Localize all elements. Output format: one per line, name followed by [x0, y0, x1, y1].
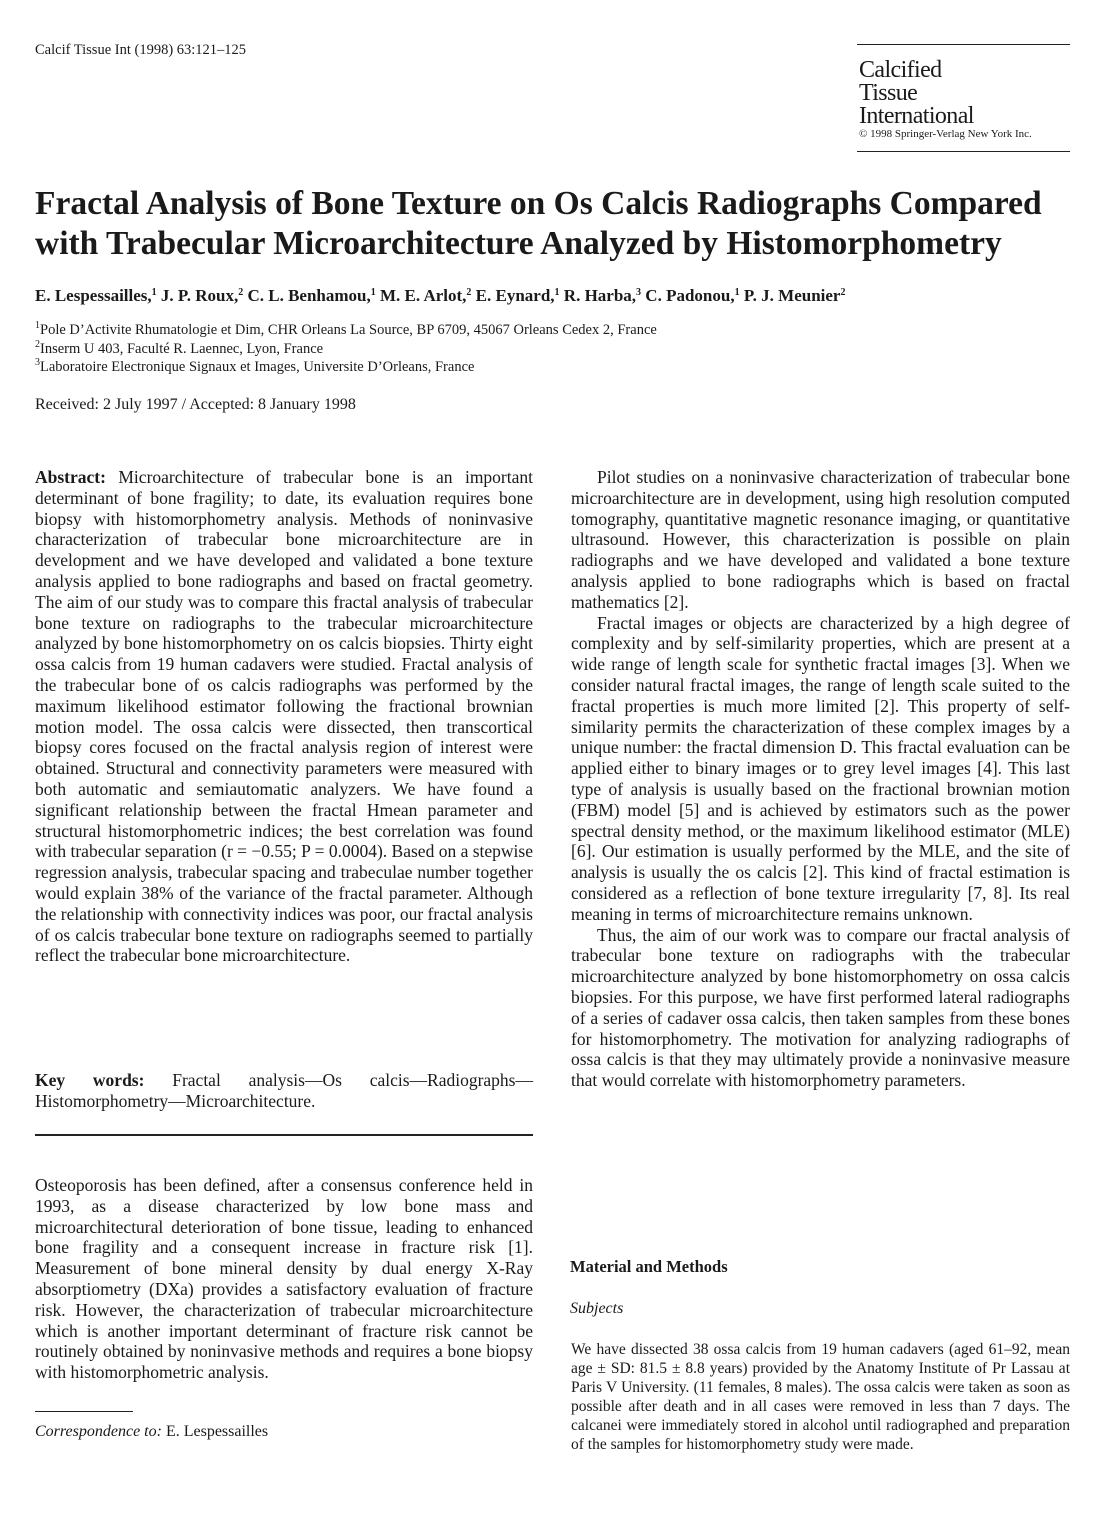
abstract-text: Microarchitecture of trabecular bone is an important determinant of bone fragility; to date, its evaluation requires bone biopsy with histomorphometry analysis. Methods of noninvasive characterization of trabecular bone microarchitecture are in development and we have developed and validated a bone texture analysis applied to bone radiographs and based on fractal geometry. The aim of our study was to compare this fractal analysis of trabecular bone texture on radiographs to the trabecular microarchitecture analyzed by bone histomorphometry on os calcis biopsies. Thirty eight ossa calcis from 19 human cadavers were studied. Fractal analysis of the trabecular bone of os calcis radiographs was performed by the maximum likelihood estimator following the fractional brownian motion model. The ossa calcis were dissected, then transcortical biopsy cores focused on the fractal analysis region of interest were obtained. Structural and connectivity parameters were measured with both automatic and semiautomatic analyzers. We have found a significant relationship between the fractal Hmean parameter and structural histomorphometric indices; the best correlation was found with trabecular separation (r = −0.55; P = 0.0004). Based on a stepwise regression analysis, trabecular spacing and trabeculae number together would explain 38% of the variance of the fractal parameter. Although the relationship with connectivity indices was poor, our fractal analysis of os calcis trabecular bone texture on radiographs seemed to partially reflect the trabecular bone microarchitecture. — [35, 467, 534, 966]
copyright-notice: © 1998 Springer-Verlag New York Inc. — [859, 128, 1032, 140]
author: E. Lespessailles,$^1$ — [35, 286, 157, 305]
author: J. P. Roux,$^2$ — [160, 286, 244, 305]
received-accepted-dates: Received: 2 July 1997 / Accepted: 8 January 1998 — [35, 396, 356, 413]
author-list — [35, 286, 1075, 306]
paragraph: Thus, the aim of our work was to compare our fractal analysis of trabecular bone texture on radiographs with the trabecular microarchitecture analyzed by bone histomorphometry on ossa calcis biopsies. For this purpose, we have first performed lateral radiographs of a series of cadaver ossa calcis, then taken samples from these bones for histomorphometry. The motivation for analyzing radiographs of ossa calcis is that they may ultimately provide a noninvasive measure that would correlate with histomorphometry parameters. — [571, 924, 1070, 1091]
abstract-label: Abstract: — [35, 467, 106, 487]
author: R. Harba,$^3$ — [563, 286, 642, 305]
paragraph: Fractal images or objects are characterized by a high degree of complexity and by self-similarity properties, which are present at a wide range of length scale for synthetic fractal images [3]. When we consider natural fractal images, the range of length scale suited to the fractal properties is much more limited [2]. This property of self-similarity permits the characterization of these complex images by a unique number: the fractal dimension D. This fractal evaluation can be applied either to binary images or to grey level images [4]. This last type of analysis is usually based on the fractional brownian motion (FBM) model [5] and is achieved by estimators such as the power spectral density method, or the maximum likelihood estimator (MLE) [6]. Our estimation is usually performed by the MLE, and the site of analysis is usually the os calcis [2]. This kind of fractal estimation is considered as a reflection of bone texture irregularity [7, 8]. Its real meaning in terms of microarchitecture remains unknown. — [571, 612, 1070, 924]
affiliation: $^1$Pole D’Activite Rhumatologie et Dim, CHR Orleans La Source, BP 6709, 45067 Orleans Cedex 2, France — [35, 320, 657, 338]
affiliation: $^2$Inserm U 403, Faculté R. Laennec, Lyon, France — [35, 339, 324, 357]
abstract-divider — [35, 1134, 533, 1136]
section-heading: Material and Methods — [570, 1257, 728, 1276]
abstract — [35, 467, 533, 966]
intro-continued — [571, 467, 1070, 1091]
subsection-heading: Subjects — [570, 1300, 624, 1317]
author: C. L. Benhamou,$^1$ — [247, 286, 376, 305]
journal-logo — [857, 44, 1070, 152]
journal-logo-name: Calcified Tissue International — [859, 57, 974, 129]
correspondence-note: Correspondence to: E. Lespessailles — [35, 1423, 269, 1440]
introduction-paragraph: Osteoporosis has been defined, after a consensus conference held in 1993, as a disease characterized by low bone mass and microarchitectural deterioration of bone tissue, leading to enhanced bone fragility and a consequent increase in fracture risk [1]. Measurement of bone mineral density by dual energy X-Ray absorptiometry (DXa) provides a satisfactory evaluation of fracture risk. However, the characterization of trabecular microarchitecture which is another important determinant of fracture risk cannot be routinely obtained by noninvasive methods and requires a bone biopsy with histomorphometric analysis. — [35, 1175, 533, 1383]
subjects-paragraph: We have dissected 38 ossa calcis from 19 human cadavers (aged 61–92, mean age ± SD: 81.5 ± 8.8 years) provided by the Anatomy Institute of Pr Lassau at Paris V University. (11 females, 8 males). The ossa calcis were taken as soon as possible after death and in all cases were removed in less than 7 days. The calcanei were immediately stored in alcohol until radiographed and preparation of the samples for histomorphometry study were made. — [571, 1341, 1070, 1453]
author: P. J. Meunier$^2$ — [743, 286, 846, 305]
article-title: Fractal Analysis of Bone Texture on Os Calcis Radiographs Compared with Trabecular Microarchitecture Analyzed by Histomorphometry — [35, 185, 1042, 262]
affiliation: $^3$Laboratoire Electronique Signaux et Images, Universite D’Orleans, France — [35, 357, 475, 375]
footnote-divider — [35, 1411, 133, 1412]
paragraph: Pilot studies on a noninvasive characterization of trabecular bone microarchitecture are in development, using high resolution computed tomography, quantitative magnetic resonance imaging, or quantitative ultrasound. However, this characterization is possible on plain radiographs and we have developed and validated a bone texture analysis applied to bone radiographs which is based on fractal mathematics [2]. — [571, 467, 1070, 612]
keywords — [35, 1070, 533, 1112]
author: E. Eynard,$^1$ — [475, 286, 560, 305]
keywords-text: Fractal analysis—Os calcis—Radiographs—Histomorphometry—Microarchitecture. — [35, 1070, 533, 1111]
author: C. Padonou,$^1$ — [645, 286, 740, 305]
keywords-label: Key words: — [35, 1070, 145, 1090]
author: M. E. Arlot,$^2$ — [380, 286, 472, 305]
journal-citation: Calcif Tissue Int (1998) 63:121–125 — [35, 42, 247, 58]
